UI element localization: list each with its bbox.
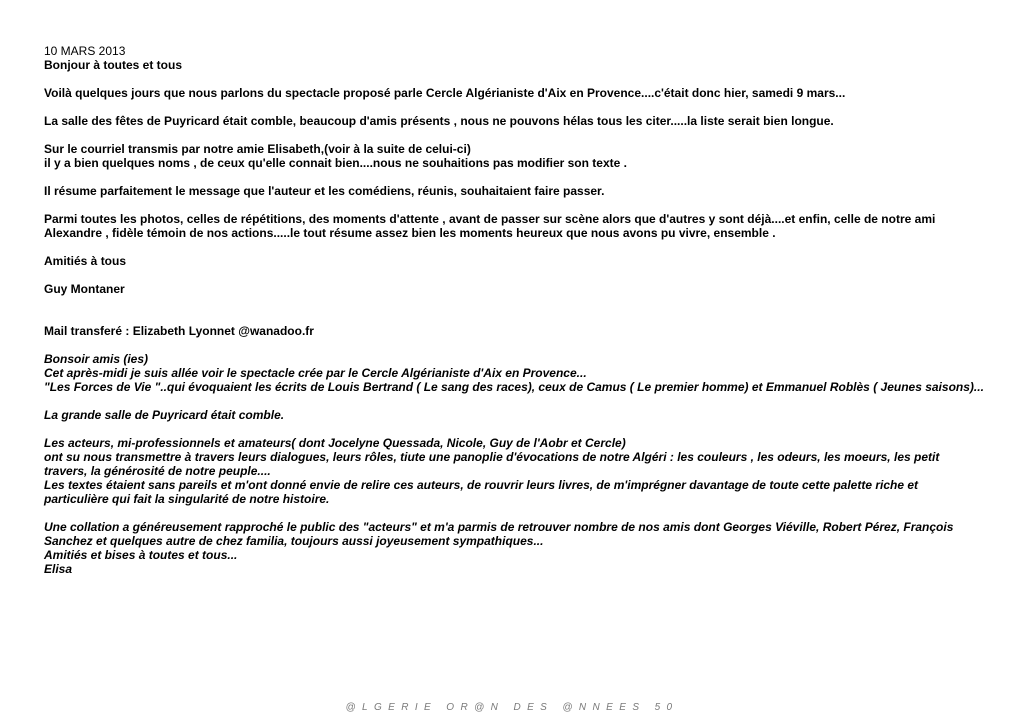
paragraph-salle: La salle des fêtes de Puyricard était comble, beaucoup d'amis présents , nous ne pouvons hélas tous les citer.....la liste serait bien longue. (44, 114, 834, 128)
mail-signature: Elisa (44, 562, 73, 576)
footer-watermark: @LGERIE OR@N DES @NNEES 50 (345, 702, 679, 713)
mail-line: La grande salle de Puyricard était comble. (44, 408, 285, 422)
paragraph-resume: Il résume parfaitement le message que l'auteur et les comédiens, réunis, souhaitaient faire passer. (44, 184, 605, 198)
paragraph-courriel-line1: Sur le courriel transmis par notre amie Elisabeth,(voir à la suite de celui-ci) (44, 142, 471, 156)
mail-line: Une collation a généreusement rapproché le public des "acteurs" et m'a parmis de retrouver nombre de nos amis dont Georges Viéville, Robert Pérez, François Sanchez et quelques autre de chez familia, toujours aussi joyeusement sympathiques... (44, 520, 954, 548)
signature: Guy Montaner (44, 282, 125, 296)
mail-line: Les acteurs, mi-professionnels et amateurs( dont Jocelyne Quessada, Nicole, Guy de l'Aobr et Cercle) (44, 436, 626, 450)
forwarded-mail (44, 352, 984, 576)
mail-line: Cet après-midi je suis allée voir le spectacle crée par le Cercle Algérianiste d'Aix en Provence... (44, 366, 587, 380)
mail-line: ont su nous transmettre à travers leurs dialogues, leurs rôles, tiute une panoplie d'évocations de notre Algéri : les couleurs , les odeurs, les moeurs, les petit travers, la générosité de notre peuple.... (44, 450, 940, 478)
paragraph-courriel-line2: il y a bien quelques noms , de ceux qu'elle connait bien....nous ne souhaitions pas modifier son texte . (44, 156, 627, 170)
mail-line: Amitiés et bises à toutes et tous... (44, 548, 238, 562)
mail-salutation: Bonsoir amis (ies) (44, 352, 149, 366)
greeting: Bonjour à toutes et tous (44, 58, 182, 72)
mail-line: Les textes étaient sans pareils et m'ont donné envie de relire ces auteurs, de rouvrir leurs livres, de m'imprégner davantage de toute cette palette riche et particulière qui fait la singularité de notre histoire. (44, 478, 919, 506)
paragraph-photos: Parmi toutes les photos, celles de répétitions, des moments d'attente , avant de passer sur scène alors que d'autres y sont déjà....et enfin, celle de notre ami Alexandre , fidèle témoin de nos actions.....le tout résume assez bien les moments heureux que nous avons pu vivre, ensemble . (44, 212, 936, 240)
mail-line: "Les Forces de Vie "..qui évoquaient les écrits de Louis Bertrand ( Le sang des races), ceux de Camus ( Le premier homme) et Emmanuel Roblès ( Jeunes saisons)... (44, 380, 984, 394)
letter-body (44, 44, 984, 576)
letter-date: 10 MARS 2013 (44, 44, 126, 58)
closing: Amitiés à tous (44, 254, 127, 268)
paragraph-spectacle: Voilà quelques jours que nous parlons du spectacle proposé parle Cercle Algérianiste d'Aix en Provence....c'était donc hier, samedi 9 mars... (44, 86, 846, 100)
mail-header: Mail transferé : Elizabeth Lyonnet @wanadoo.fr (44, 324, 314, 338)
